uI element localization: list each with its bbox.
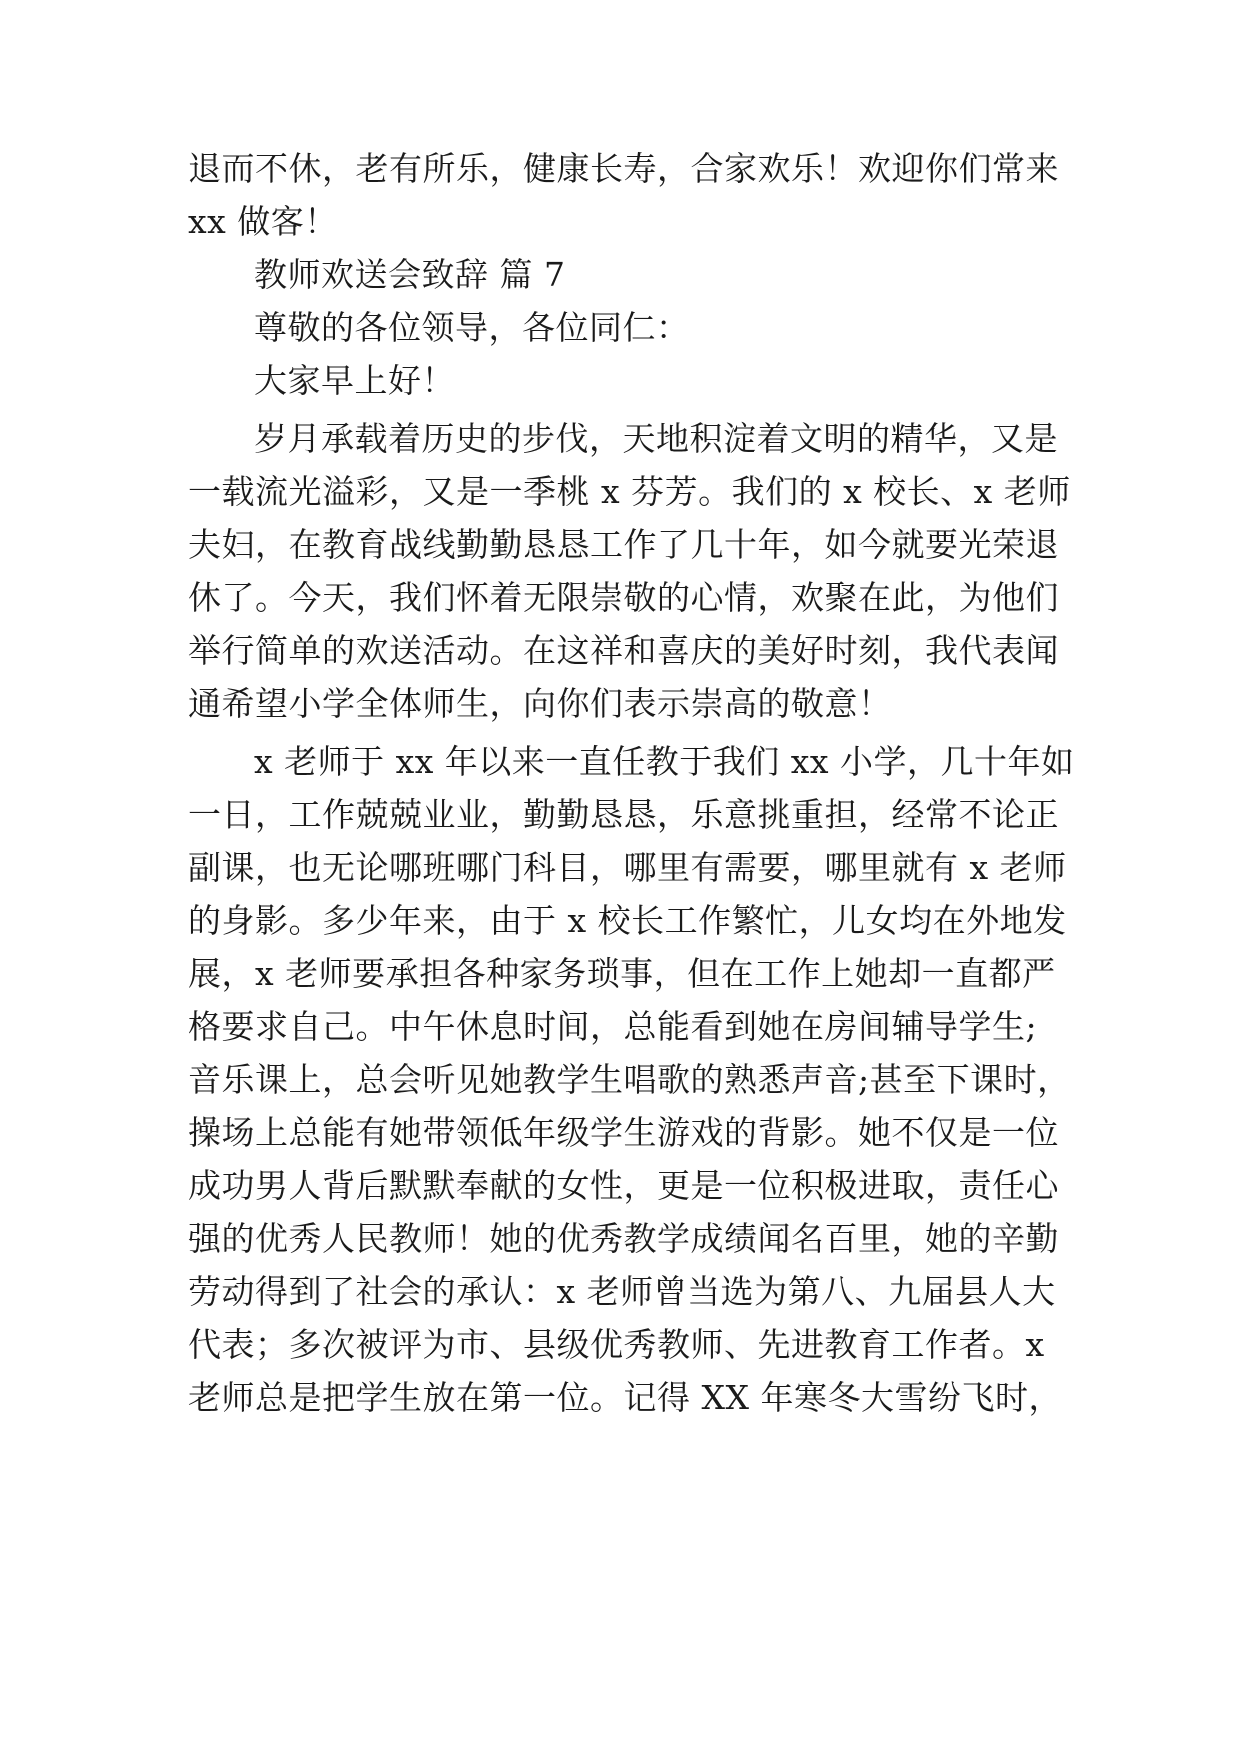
text-line: 退而不休，老有所乐，健康长寿，合家欢乐！欢迎你们常来 <box>188 149 1059 188</box>
text-line: xx 做客！ <box>188 202 338 241</box>
text-line: 一载流光溢彩，又是一季桃 x 芬芳。我们的 x 校长、x 老师 <box>188 472 1071 511</box>
text-line: 夫妇，在教育战线勤勤恳恳工作了几十年，如今就要光荣退 <box>188 525 1059 564</box>
text-line: 成功男人背后默默奉献的女性，更是一位积极进取，责任心 <box>188 1166 1059 1205</box>
greeting: 大家早上好！ <box>254 361 455 400</box>
text-line: 音乐课上，总会听见她教学生唱歌的熟悉声音;甚至下课时， <box>188 1060 1071 1099</box>
text-line: 展，x 老师要承担各种家务琐事，但在工作上她却一直都严 <box>188 954 1056 993</box>
text-line: 休了。今天，我们怀着无限崇敬的心情，欢聚在此，为他们 <box>188 578 1059 617</box>
salutation: 尊敬的各位领导，各位同仁： <box>254 308 690 347</box>
text-line: 代表；多次被评为市、县级优秀教师、先进教育工作者。x <box>188 1325 1045 1364</box>
text-line: 通希望小学全体师生，向你们表示崇高的敬意！ <box>188 684 892 723</box>
text-line: 操场上总能有她带领低年级学生游戏的背影。她不仅是一位 <box>188 1113 1059 1152</box>
text-line: 劳动得到了社会的承认：x 老师曾当选为第八、九届县人大 <box>188 1272 1056 1311</box>
text-line: 的身影。多少年来，由于 x 校长工作繁忙，儿女均在外地发 <box>188 901 1067 940</box>
text-line: 一日，工作兢兢业业，勤勤恳恳，乐意挑重担，经常不论正 <box>188 795 1059 834</box>
text-line: 老师总是把学生放在第一位。记得 XX 年寒冬大雪纷飞时， <box>188 1378 1062 1417</box>
text-line: 岁月承载着历史的步伐，天地积淀着文明的精华，又是 <box>254 419 1058 458</box>
text-line: 格要求自己。中午休息时间，总能看到她在房间辅导学生; <box>188 1007 1038 1046</box>
text-line: 副课，也无论哪班哪门科目，哪里有需要，哪里就有 x 老师 <box>188 848 1067 887</box>
text-line: 强的优秀人民教师！她的优秀教学成绩闻名百里，她的辛勤 <box>188 1219 1059 1258</box>
text-line: x 老师于 xx 年以来一直任教于我们 xx 小学，几十年如 <box>254 742 1075 781</box>
text-line: 举行简单的欢送活动。在这祥和喜庆的美好时刻，我代表闻 <box>188 631 1059 670</box>
section-heading: 教师欢送会致辞 篇 7 <box>254 255 566 294</box>
